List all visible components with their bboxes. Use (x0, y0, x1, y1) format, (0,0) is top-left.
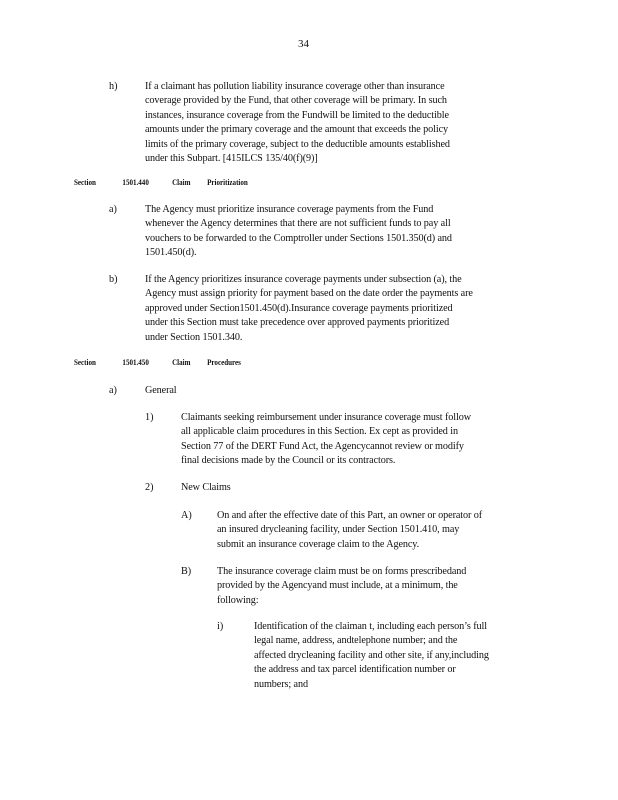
s450-A-line: submit an insurance coverage claim to the Agency. (217, 538, 420, 550)
s450-A-text (217, 509, 547, 552)
page-number: 34 (298, 38, 309, 50)
s440-a-line: whenever the Agency determines that there are not sufficient funds to pay all (145, 218, 451, 230)
item-h-text (145, 80, 510, 166)
section-word: Section (74, 357, 96, 367)
s450-i-line: affected drycleaning facility and other site, if any,including (254, 649, 489, 661)
item-h-line: under this Subpart. [415ILCS 135/40(f)(9)] (145, 153, 318, 165)
s450-a-heading: General (145, 385, 177, 396)
section-title-word: Prioritization (207, 177, 248, 187)
s450-i-line: legal name, address, andtelephone number; and the (254, 635, 458, 647)
s450-1-text (181, 411, 541, 469)
s450-B-line: provided by the Agencyand must include, at a minimum, the (217, 580, 458, 592)
s450-1-line: Section 77 of the DERT Fund Act, the Agencycannot review or modify (181, 440, 464, 452)
section-1501-450-heading (74, 357, 241, 367)
s450-i-label: i) (217, 621, 224, 632)
section-1501-440-heading (74, 177, 248, 187)
item-h-line: instances, insurance coverage from the Fundwill be limited to the deductible (145, 109, 449, 121)
item-h-line: coverage provided by the Fund, that other coverage will be primary. In such (145, 95, 447, 107)
s450-A-label: A) (181, 510, 192, 521)
section-title-word: Claim (172, 357, 191, 367)
s450-B-label: B) (181, 566, 192, 577)
s450-A-line: On and after the effective date of this Part, an owner or operator of (217, 510, 483, 521)
s440-b-line: Agency must assign priority for payment based on the date order the payments are (145, 288, 473, 300)
s450-a-label: a) (109, 385, 117, 396)
s450-2-label: 2) (145, 482, 154, 493)
s450-i-line: the address and tax parcel identification number or (254, 664, 456, 676)
s450-1-line: all applicable claim procedures in this Section. Ex cept as provided in (181, 426, 458, 438)
s440-b-line: approved under Section1501.450(d).Insurance coverage payments prioritized (145, 302, 453, 314)
s440-b-line: If the Agency prioritizes insurance coverage payments under subsection (a), the (145, 274, 462, 285)
s450-i-line: Identification of the claiman t, including each person’s full (254, 621, 487, 632)
s440-a-line: vouchers to be forwarded to the Comptroller under Sections 1501.350(d) and (145, 232, 452, 244)
section-word: Section (74, 177, 96, 187)
s450-B-line: following: (217, 594, 259, 606)
section-title-word: Procedures (207, 357, 241, 367)
s440-a-line: The Agency must prioritize insurance coverage payments from the Fund (145, 204, 434, 215)
s440-a-label: a) (109, 204, 117, 215)
s450-A-line: an insured drycleaning facility, under Section 1501.410, may (217, 524, 460, 536)
item-h-line: If a claimant has pollution liability insurance coverage other than insurance (145, 81, 445, 92)
item-h-line: limits of the primary coverage, subject to the deductible amounts established (145, 138, 450, 150)
s450-2-heading: New Claims (181, 482, 231, 493)
s440-b-label: b) (109, 274, 118, 285)
s450-i-text (254, 620, 544, 692)
s450-1-label: 1) (145, 412, 154, 423)
s440-b-line: under Section 1501.340. (145, 331, 243, 343)
s440-a-line: 1501.450(d). (145, 247, 197, 259)
section-number: 1501.440 (122, 177, 149, 187)
s440-b-line: under this Section must take precedence over approved payments prioritized (145, 317, 450, 329)
section-number: 1501.450 (122, 357, 149, 367)
item-h-label: h) (109, 81, 118, 92)
s440-b-text (145, 273, 540, 345)
s450-1-line: final decisions made by the Council or its contractors. (181, 455, 396, 467)
section-title-word: Claim (172, 177, 191, 187)
s450-B-line: The insurance coverage claim must be on forms prescribedand (217, 566, 467, 577)
item-h-line: amounts under the primary coverage and the amount that exceeds the policy (145, 124, 449, 136)
s450-1-line: Claimants seeking reimbursement under insurance coverage must follow (181, 412, 471, 423)
s450-B-text (217, 565, 517, 608)
s440-a-text (145, 203, 517, 261)
s450-i-line: numbers; and (254, 678, 308, 690)
